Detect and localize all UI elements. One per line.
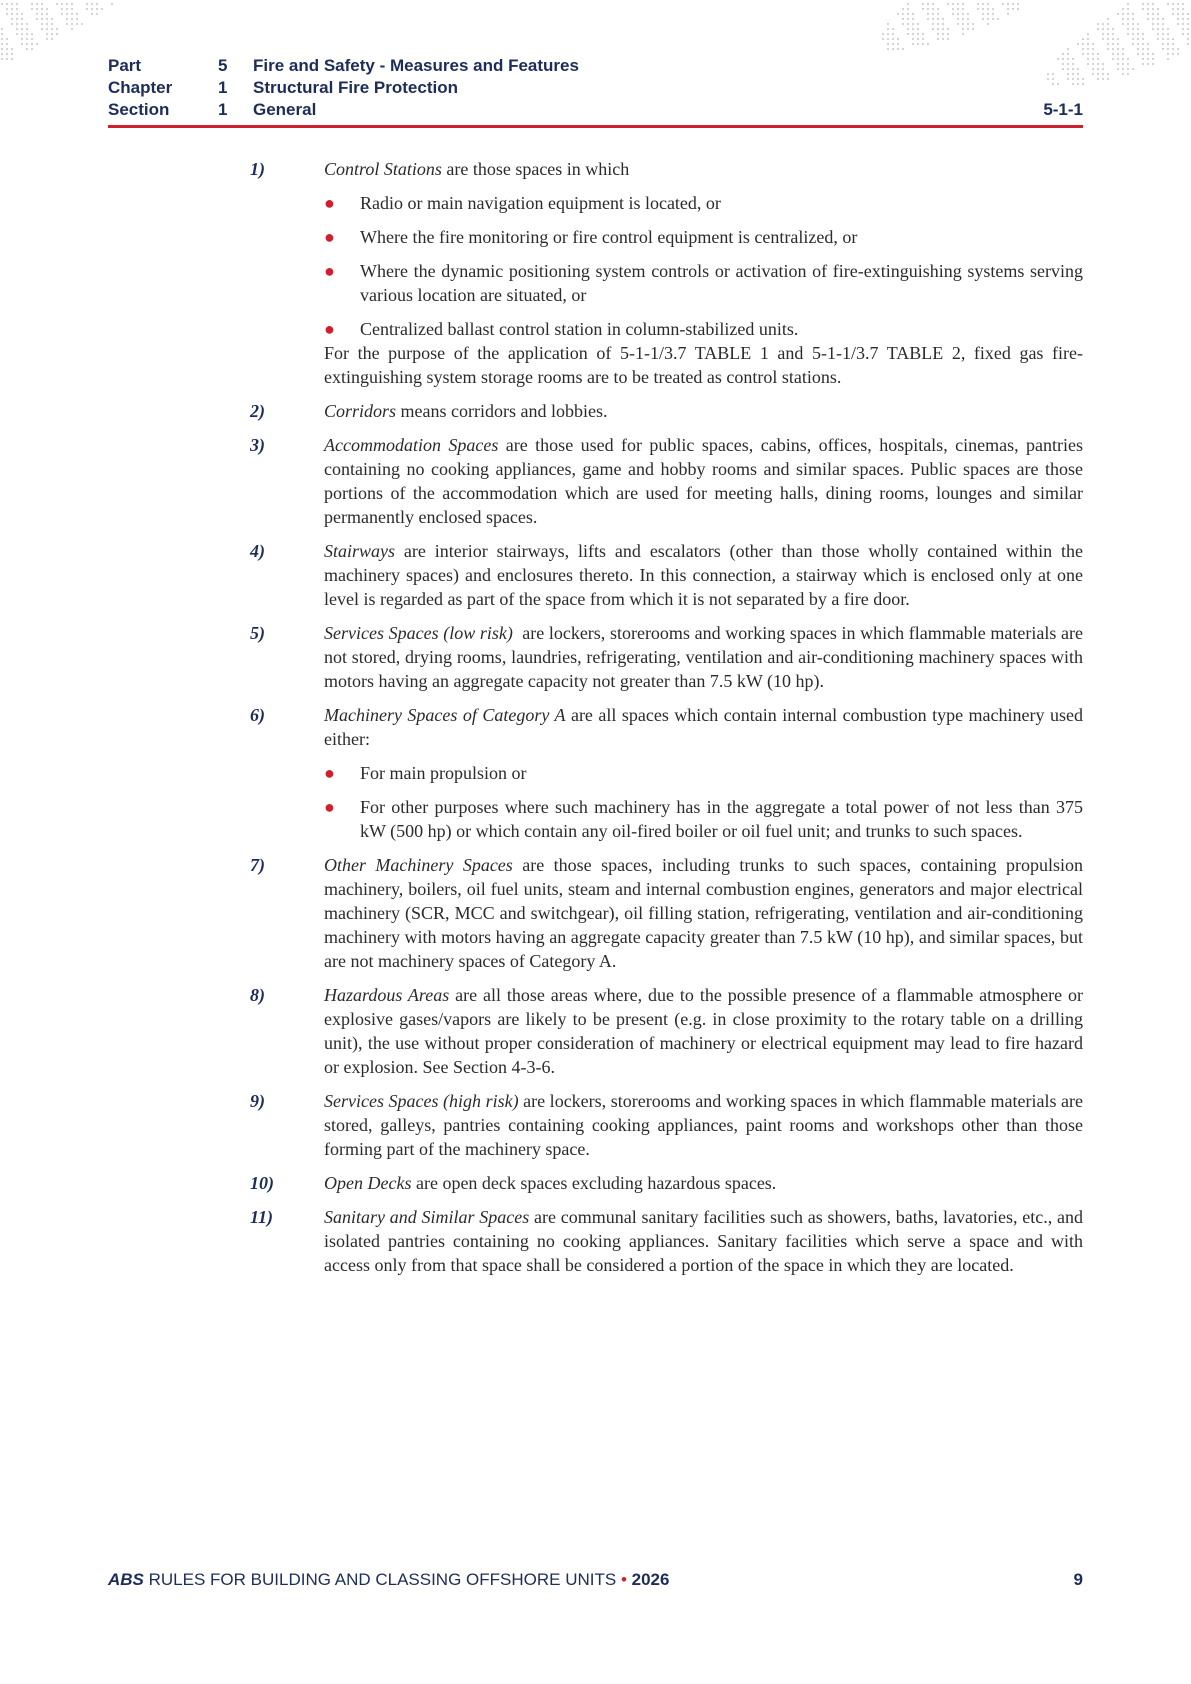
definition-item [250,853,1088,973]
item-definition [324,983,1088,1079]
item-body [324,621,1088,693]
definition-item [250,399,1083,423]
bullet-text: For other purposes where such machinery has in the aggregate a total power of not less than 375 kW (500 hp) or which contain any oil-fired boiler or oil fuel unit; and trunks to such spaces. [360,797,1083,841]
bullet-list [324,761,1083,843]
header-chapter-label: Chapter [108,78,173,97]
bullet-dot-icon: ● [324,319,335,339]
header-section-title: General [253,100,317,119]
item-text: are those spaces, including trunks to such spaces, containing propulsion machinery, boilers, oil fuel units, steam and internal combustion engines, generators and major electrical machinery (SCR, MCC and switchgear), oil filling station, refrigerating, ventilation and air-conditioning machinery with motors having an aggregate capacity greater than 7.5 kW (10 hp), and similar spaces, but are not machinery spaces of Category A. [324,855,1088,971]
item-body [324,433,1088,529]
item-body [324,1089,1088,1161]
footer-year: 2026 [626,1570,670,1589]
item-number: 4) [250,541,265,561]
definition-item [250,539,1088,611]
item-body [324,1205,1088,1277]
item-number: 6) [250,705,265,725]
bullet-item [324,795,1083,843]
header-row-chapter [108,77,1083,99]
item-number: 7) [250,855,265,875]
header-section-label: Section [108,100,170,119]
item-number: 10) [250,1173,274,1193]
bullet-item [324,259,1083,307]
item-body [324,703,1088,843]
footer-brand: ABS [108,1570,144,1589]
page-header [108,55,1083,121]
header-part-label: Part [108,56,142,75]
footer-separator: • [620,1570,627,1589]
header-chapter-title: Structural Fire Protection [253,78,458,97]
definition-item [250,433,1088,529]
item-text: are those spaces in which [441,159,630,179]
header-row-part [108,55,1083,77]
bullet-item [324,761,1083,785]
item-text: are open deck spaces excluding hazardous spaces. [411,1173,777,1193]
header-row-section [108,99,1083,121]
bullet-item [324,317,1083,341]
item-body [324,399,1083,423]
item-text: are interior stairways, lifts and escalators (other than those wholly contained within the machinery spaces) and enclosures thereto. In this connection, a stairway which is enclosed only at one level is regarded as part of the space from which it is not separated by a fire door. [324,541,1088,609]
header-section-number: 1 [218,100,228,119]
item-term: Other Machinery Spaces [324,855,513,875]
definition-item [250,983,1088,1079]
bullet-dot-icon: ● [324,193,335,213]
item-body [324,1171,1083,1195]
definition-item [250,157,1083,389]
item-body [324,157,1083,389]
definition-item [250,1205,1088,1277]
item-term: Sanitary and Similar Spaces [324,1207,530,1227]
bullet-list [324,191,1083,341]
item-number: 2) [250,401,265,421]
item-number: 11) [250,1207,274,1227]
item-definition [324,853,1088,973]
bullet-item [324,191,1083,215]
item-number: 5) [250,623,265,643]
item-term: Hazardous Areas [324,985,450,1005]
footer-title: RULES FOR BUILDING AND CLASSING OFFSHORE UNITS [143,1570,621,1589]
item-definition [324,1205,1088,1277]
item-term: Open Decks [324,1173,412,1193]
footer-publication [108,1570,669,1590]
definition-item [250,621,1088,693]
item-term: Services Spaces (high risk) [324,1091,519,1111]
item-definition [324,703,1088,751]
bullet-dot-icon: ● [324,763,335,783]
item-text: are communal sanitary facilities such as showers, baths, lavatories, etc., and isolated pantries containing no cooking appliances. Sanitary facilities which serve a space and with access only from that space shall be considered a portion of the space in which they are located. [324,1207,1088,1275]
item-number: 9) [250,1091,265,1111]
bullet-text: Centralized ballast control station in column-stabilized units. [360,319,799,339]
item-note: For the purpose of the application of 5-1-1/3.7 TABLE 1 and 5-1-1/3.7 TABLE 2, fixed gas fire-extinguishing system storage rooms are to be treated as control stations. [324,343,1083,387]
item-number: 3) [250,435,265,455]
bullet-text: Where the fire monitoring or fire control equipment is centralized, or [360,227,858,247]
item-definition [324,621,1088,693]
item-term: Corridors [324,401,397,421]
item-term: Control Stations [324,159,442,179]
item-body [324,983,1088,1079]
header-rule [108,125,1083,128]
bullet-item [324,225,1083,249]
definitions-list [250,157,1088,1287]
item-text: are all spaces which contain internal combustion type machinery used either: [324,705,1088,749]
item-term: Accommodation Spaces [324,435,499,455]
item-definition [324,433,1088,529]
item-text: are lockers, storerooms and working spaces in which flammable materials are not stored, drying rooms, laundries, refrigerating, ventilation and air-conditioning machinery spaces with motors having an aggregate capacity not greater than 7.5 kW (10 hp). [324,623,1088,691]
item-number: 1) [250,159,265,179]
bullet-text: For main propulsion or [360,763,527,783]
header-part-number: 5 [218,56,228,75]
header-part-title: Fire and Safety - Measures and Features [253,56,579,75]
item-definition [324,1089,1088,1161]
header-chapter-number: 1 [218,78,228,97]
bullet-text: Radio or main navigation equipment is located, or [360,193,721,213]
item-definition [324,539,1088,611]
definition-item [250,1089,1088,1161]
item-text: are all those areas where, due to the possible presence of a flammable atmosphere or explosive gases/vapors are likely to be present (e.g. in close proximity to the rotary table on a drilling unit), the use without proper consideration of machinery or electrical equipment may lead to fire hazard or explosion. See Section 4-3-6. [324,985,1088,1077]
bullet-text: Where the dynamic positioning system controls or activation of fire-extinguishing systems serving various location are situated, or [360,261,1083,305]
item-definition [324,399,1083,423]
item-text: means corridors and lobbies. [396,401,608,421]
item-definition [324,157,1083,181]
item-number: 8) [250,985,265,1005]
definition-item [250,703,1088,843]
bullet-dot-icon: ● [324,261,335,281]
page-footer [108,1570,1083,1590]
definition-item [250,1171,1083,1195]
item-definition [324,1171,1083,1195]
bullet-dot-icon: ● [324,227,335,247]
bullet-dot-icon: ● [324,797,335,817]
item-text: are those used for public spaces, cabins, offices, hospitals, cinemas, pantries containing no cooking appliances, game and hobby rooms and similar spaces. Public spaces are those portions of the accommodation which are used for meeting halls, dining rooms, lounges and similar permanently enclosed spaces. [324,435,1088,527]
page-number: 9 [1073,1570,1083,1589]
item-term: Services Spaces (low risk) [324,623,513,643]
header-section-ref: 5-1-1 [1043,100,1083,119]
item-body [324,853,1088,973]
item-text: are lockers, storerooms and working spaces in which flammable materials are stored, galleys, pantries containing cooking appliances, paint rooms and workshops other than those forming part of the machinery space. [324,1091,1088,1159]
item-term: Machinery Spaces of Category A [324,705,566,725]
item-body [324,539,1088,611]
item-term: Stairways [324,541,396,561]
